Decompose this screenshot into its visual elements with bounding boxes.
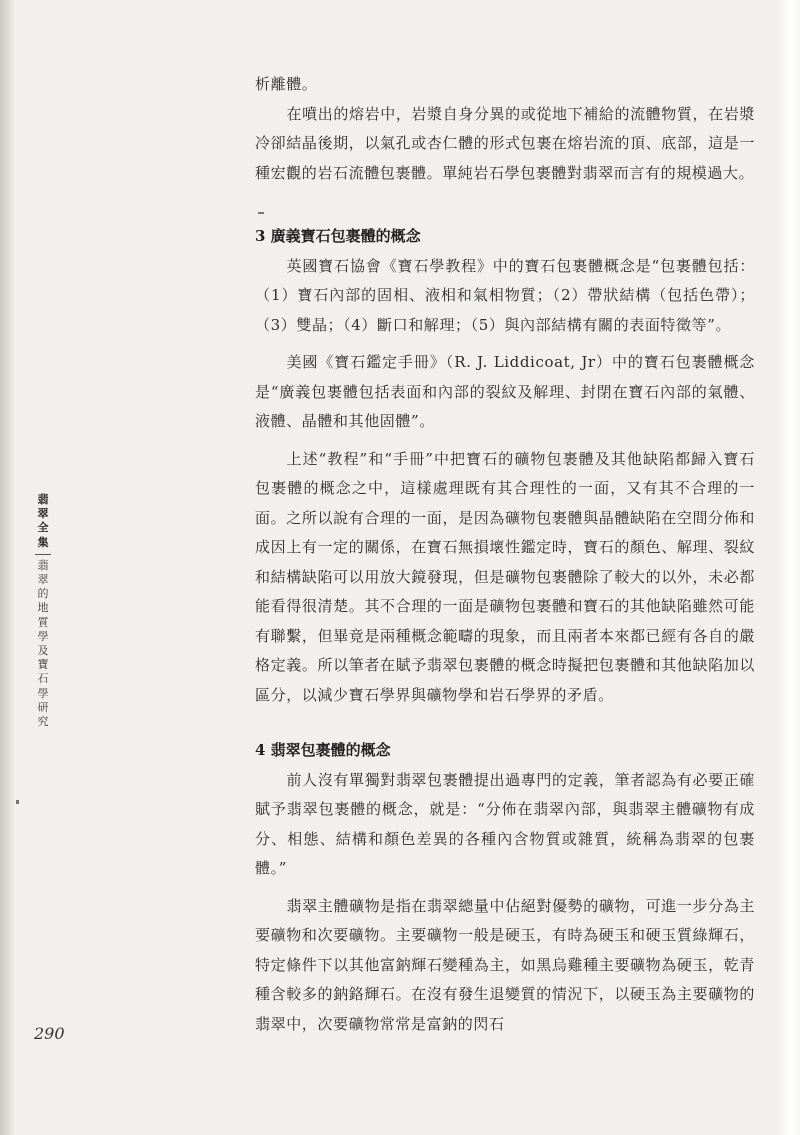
- paragraph: 析離體。: [255, 75, 318, 93]
- page-edge: [778, 0, 800, 1135]
- scan-speck: [16, 800, 19, 804]
- spacer: [255, 340, 755, 348]
- subtitle-char: 質: [37, 615, 49, 629]
- subtitle-char: 的: [37, 587, 49, 601]
- book-title-char: 翡: [37, 493, 49, 506]
- subtitle-char: 究: [37, 715, 49, 729]
- book-title-char: 集: [37, 535, 49, 549]
- paragraph: 美國《寶石鑑定手冊》（R. J. Liddicoat, Jr）中的寶石包裹體概念是“廣義包裹體包括表面和內部的裂紋及解理、封閉在寶石內部的氣體、液體、晶體和其他固體”。: [255, 353, 755, 430]
- subtitle-char: 及: [37, 644, 49, 658]
- subtitle-char: 翡: [37, 558, 49, 572]
- subtitle-char: 研: [37, 700, 49, 714]
- spacer: [255, 710, 755, 736]
- section-heading: 4 翡翠包裹體的概念: [255, 741, 391, 759]
- paragraph: 英國寶石協會《寶石學教程》中的寶石包裹體概念是“包裹體包括：（1）寶石內部的固相、液相和氣相物質；（2）帶狀結構（包括色帶）；（3）雙晶；（4）斷口和解理；（5）與內部結構有關的表面特徵等”。: [255, 256, 755, 334]
- book-title-char: 全: [37, 521, 49, 535]
- section-heading: 3 廣義寶石包裹體的概念: [255, 227, 421, 245]
- paragraph: 上述“教程”和“手冊”中把寶石的礦物包裹體及其他缺陷都歸入寶石包裹體的概念之中，這樣處理既有其合理性的一面，又有其不合理的一面。之所以說有合理的一面，是因為礦物包裹體與晶體缺陷在空間分佈和成因上有一定的關係，在寶石無損壞性鑑定時，寶石的顏色、解理、裂紋和結構缺陷可以用放大鏡發現，但是礦物包裹體除了較大的以外，未必都能看得很清楚。其不合理的一面是礦物包裹體和寶石的其他缺陷雖然可能有聯繫，但畢竟是兩種概念範疇的現象，而且兩者本來都已經有各自的嚴格定義。所以筆者在賦予翡翠包裹體的概念時擬把包裹體和其他缺陷加以區分，以減少寶石學界與礦物學和岩石學界的矛盾。: [255, 449, 755, 704]
- spacer: [255, 188, 755, 222]
- spacer: [255, 884, 755, 892]
- spacer: [255, 437, 755, 445]
- side-running-title: [34, 493, 52, 729]
- subtitle-char: 寶: [37, 658, 49, 672]
- page-number: 290: [34, 1024, 65, 1043]
- subtitle-char: 翠: [37, 573, 49, 587]
- subtitle-char: 學: [37, 686, 49, 700]
- paragraph: 翡翠主體礦物是指在翡翠總量中佔絕對優勢的礦物，可進一步分為主要礦物和次要礦物。主要礦物一般是硬玉，有時為硬玉和硬玉質綠輝石，特定條件下以其他富鈉輝石變種為主，如黑烏雞種主要礦物為硬玉，乾青種含較多的鈉鉻輝石。在沒有發生退變質的情況下，以硬玉為主要礦物的翡翠中，次要礦物常常是富鈉的閃石: [255, 896, 755, 1033]
- paragraph: 在噴出的熔岩中，岩漿自身分異的或從地下補給的流體物質，在岩漿冷卻結晶後期，以氣孔或杏仁體的形式包裹在熔岩流的頂、底部，這是一種宏觀的岩石流體包裹體。單純岩石學包裹體對翡翠而言有的規模過大。: [255, 104, 755, 182]
- page-gutter-shadow: [0, 0, 14, 1135]
- book-title-char: 翠: [37, 507, 49, 521]
- subtitle-char: 學: [37, 629, 49, 643]
- subtitle-char: 地: [37, 601, 49, 615]
- paragraph: 前人沒有單獨對翡翠包裹體提出過專門的定義，筆者認為有必要正確賦予翡翠包裹體的概念，就是：“分佈在翡翠內部，與翡翠主體礦物有成分、相態、結構和顏色差異的各種內含物質或雜質，統稱為翡翠的包裹體。”: [255, 770, 755, 877]
- body-text: [255, 70, 755, 1039]
- subtitle-char: 石: [37, 672, 49, 686]
- title-divider: [35, 554, 51, 555]
